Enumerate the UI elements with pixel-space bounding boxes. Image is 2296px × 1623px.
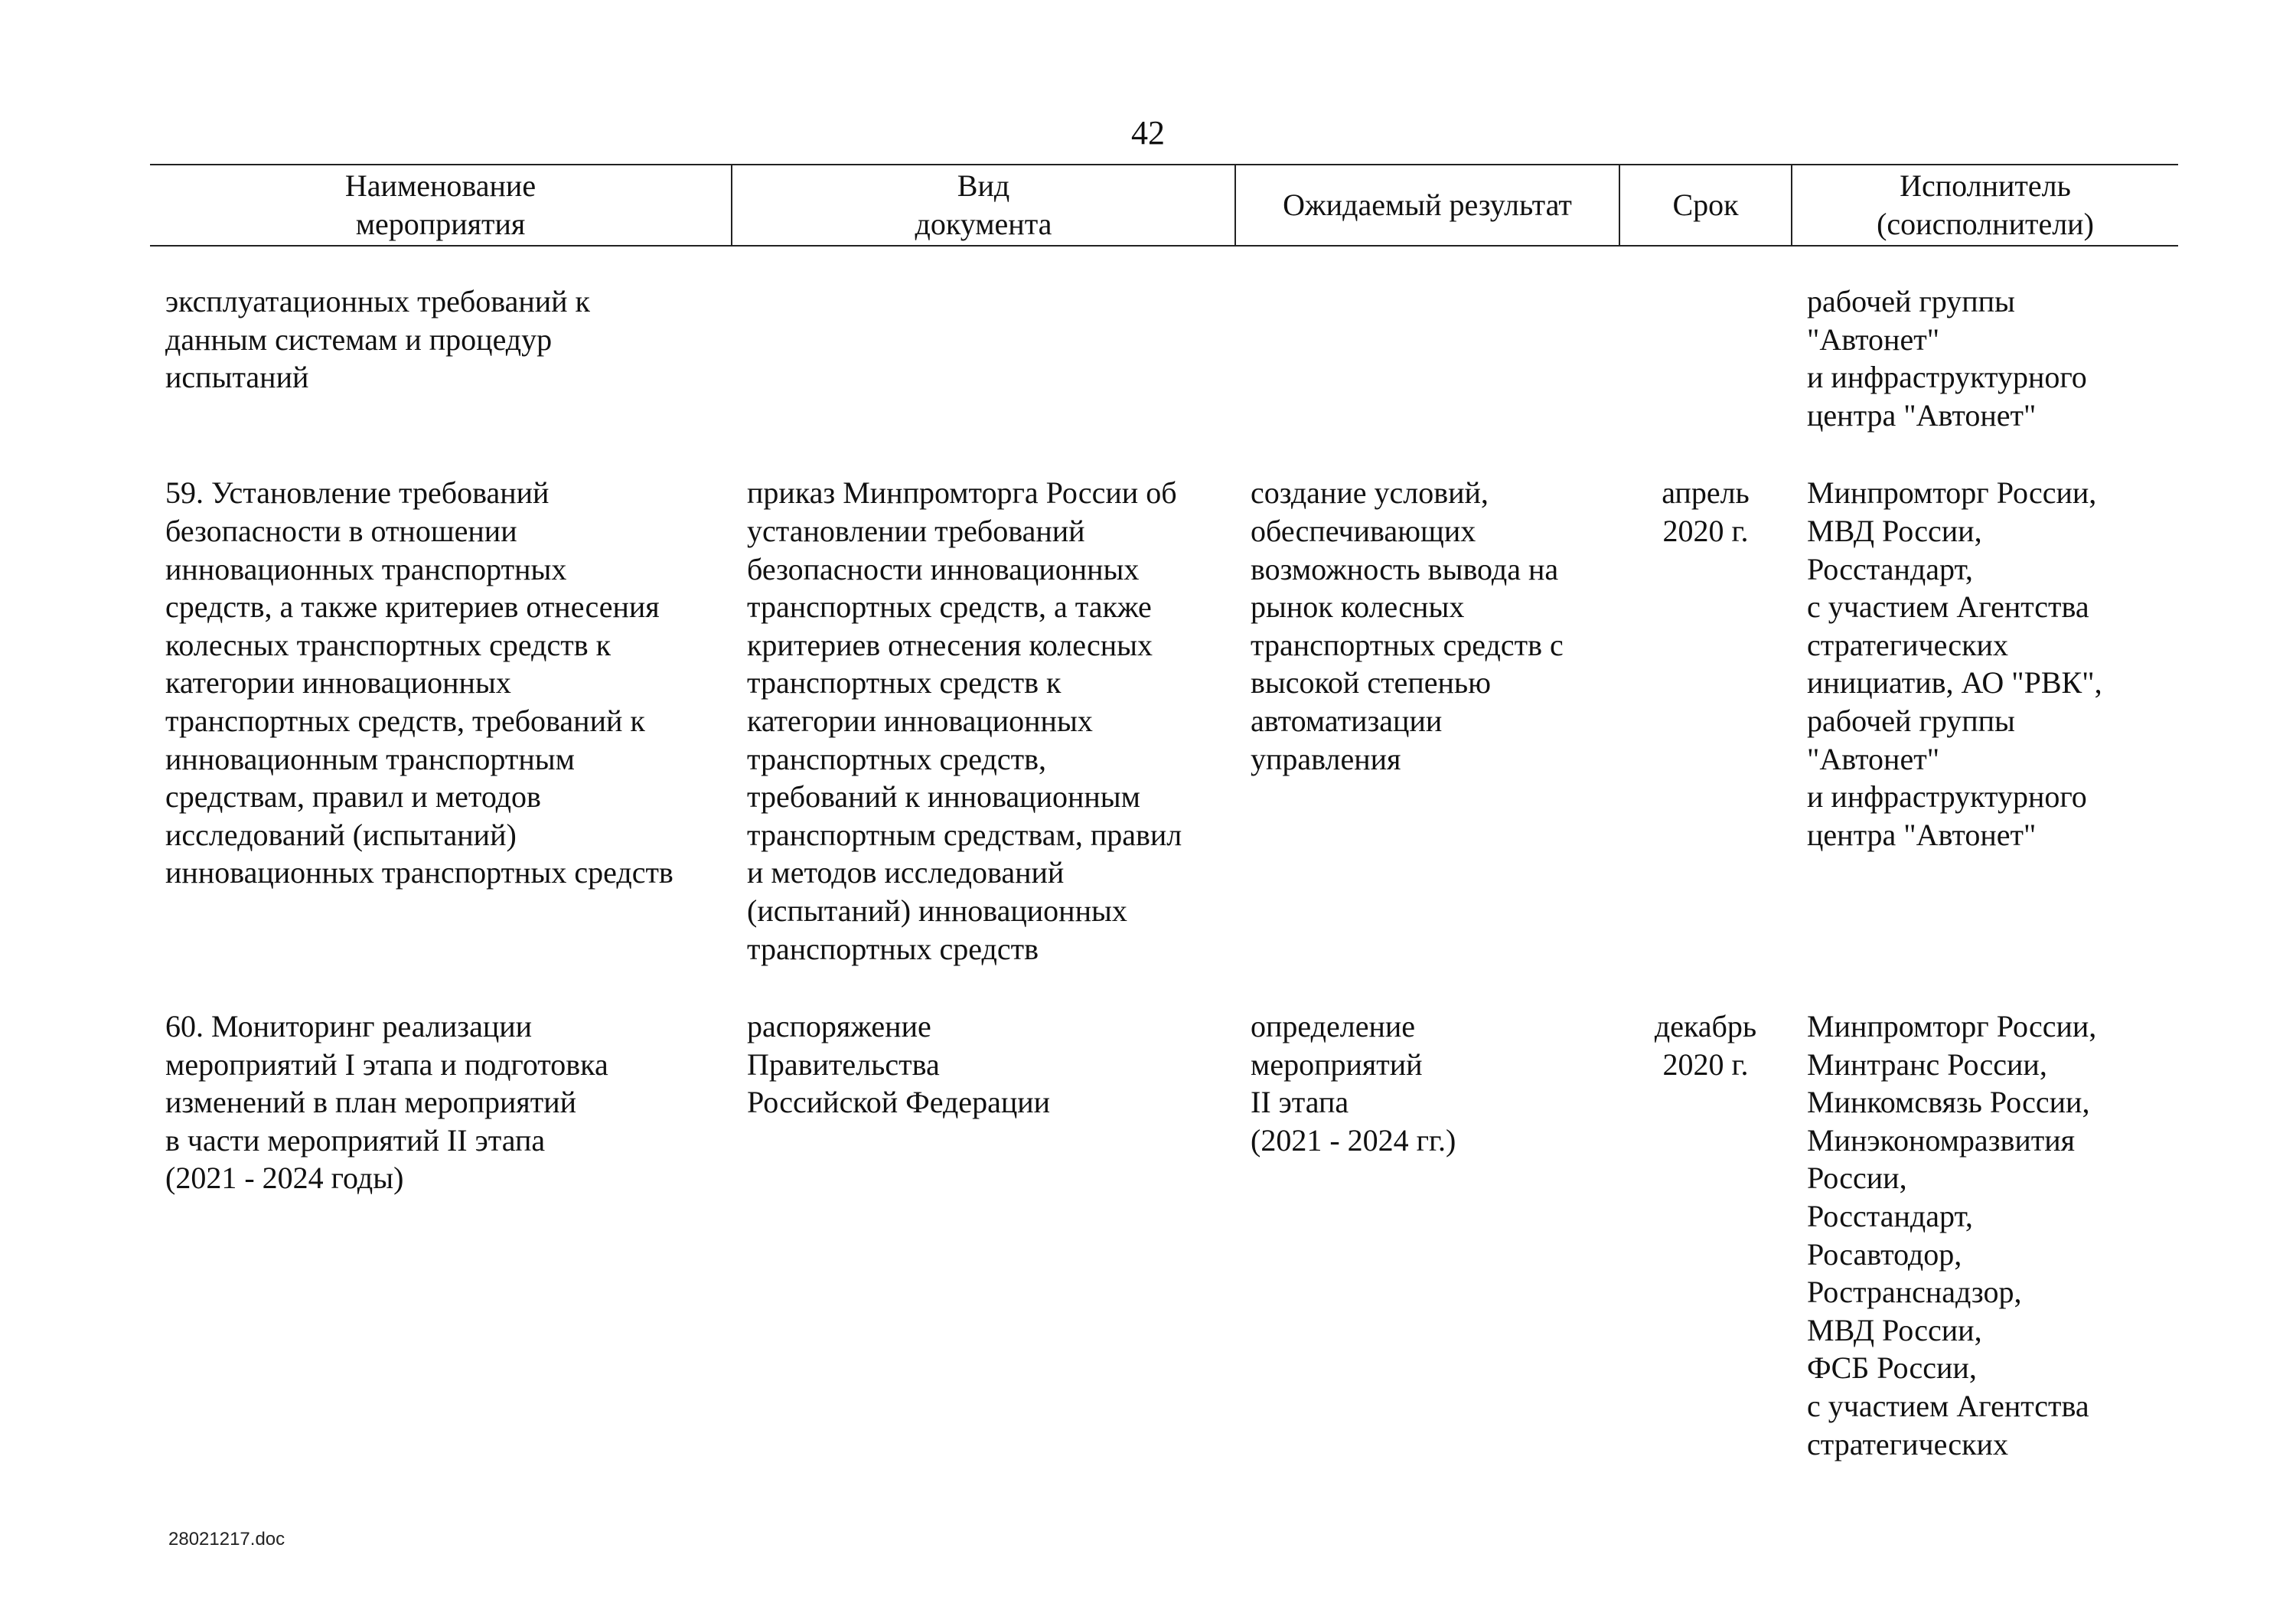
document-file-code: 28021217.doc (168, 1529, 285, 1550)
cell-document (732, 246, 1235, 474)
header-executor: Исполнитель (соисполнители) (1792, 165, 2178, 246)
page-number: 42 (1131, 114, 1165, 152)
cell-deadline: декабрь 2020 г. (1654, 1009, 1757, 1082)
cell-document: распоряжение Правительства Российской Федерации (747, 1009, 1051, 1120)
cell-executor: Минпромторг России, Минтранс России, Минкомсвязь России, Минэкономразвития России, Росстандарт, Росавтодор, Ространснадзор, МВД России, ФСБ России, с участием Агентства стратегических (1807, 1009, 2097, 1461)
cell-result: определение мероприятий II этапа (2021 - 2024 гг.) (1251, 1009, 1456, 1158)
table-header (150, 165, 2178, 246)
header-document-type: Вид документа (732, 165, 1235, 246)
header-expected-result: Ожидаемый результат (1235, 165, 1619, 246)
cell-executor: рабочей группы "Автонет" и инфраструктурного центра "Автонет" (1807, 284, 2087, 433)
table-body (150, 246, 2178, 1463)
table-row (150, 1007, 2178, 1463)
cell-deadline: апрель 2020 г. (1662, 475, 1750, 548)
header-event-name: Наименование мероприятия (150, 165, 732, 246)
cell-event: 60. Мониторинг реализации мероприятий I этапа и подготовка изменений в план мероприятий в части мероприятий II этапа (2021 - 2024 годы) (165, 1009, 608, 1196)
cell-executor: Минпромторг России, МВД России, Росстандарт, с участием Агентства стратегических инициатив, АО "РВК", рабочей группы "Автонет" и инфраструктурного центра "Автонет" (1807, 475, 2102, 852)
cell-result: создание условий, обеспечивающих возможность вывода на рынок колесных транспортных средств с высокой степенью автоматизации управления (1251, 475, 1564, 776)
cell-event: 59. Установление требований безопасности в отношении инновационных транспортных средств, а также критериев отнесения колесных транспортных средств к категории инновационных транспортных средств, требований к инновационным транспортным средствам, правил и методов исследований (испытаний) инновационных транспортных средств (165, 475, 673, 890)
header-deadline: Срок (1619, 165, 1792, 246)
header-row (150, 165, 2178, 246)
cell-document: приказ Минпромторга России об установлении требований безопасности инновационных транспортных средств, а также критериев отнесения колесных транспортных средств к категории инновационных транспортных средств, требований к инновационным транспортным средствам, правил и методов исследований (испытаний) инновационных транспортных средств (747, 475, 1182, 966)
cell-deadline (1619, 246, 1792, 474)
cell-event: эксплуатационных требований к данным системам и процедур испытаний (165, 284, 590, 395)
table-row (150, 474, 2178, 1007)
cell-result (1235, 246, 1619, 474)
table-row (150, 246, 2178, 474)
events-table (150, 164, 2178, 1463)
